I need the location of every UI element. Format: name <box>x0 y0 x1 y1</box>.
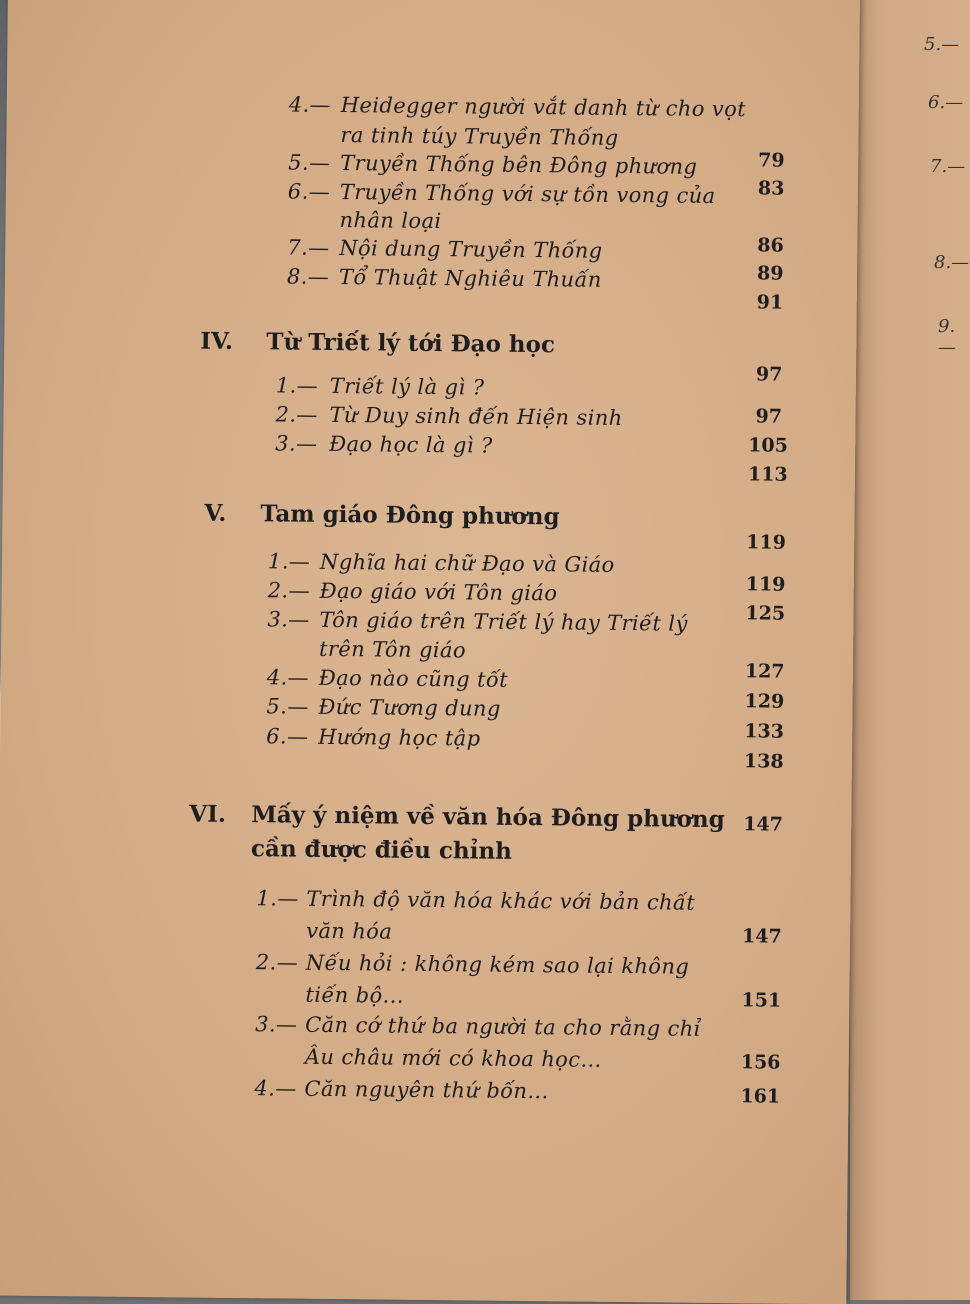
page-number: 97 <box>755 363 783 386</box>
toc-entry-number: 3.— <box>267 607 310 632</box>
toc-entry-title: Trình độ văn hóa khác với bản chất <box>306 886 696 915</box>
toc-entry-number: 6.— <box>287 179 331 204</box>
toc-entry-title: Nghĩa hai chữ Đạo và Giáo <box>319 549 615 577</box>
toc-entry-number: 2.— <box>255 950 299 975</box>
facing-page-fragment: 6.— <box>928 92 964 113</box>
toc-entry-number: 1.— <box>275 373 319 398</box>
toc-entry-number: 4.— <box>254 1076 297 1101</box>
page-number: 127 <box>744 660 785 683</box>
page-number: 83 <box>757 177 785 200</box>
toc-entry-title: nhân loại <box>339 208 442 234</box>
section-title: Từ Triết lý tới Đạo học <box>266 328 556 359</box>
toc-entry-number: 2.— <box>267 578 311 603</box>
section-number: VI. <box>189 800 227 828</box>
facing-page-fragment: 7.— <box>930 156 966 177</box>
facing-page-fragment: 8.— <box>934 252 970 273</box>
toc-entry-title: Căn nguyên thứ bốn... <box>304 1076 549 1104</box>
page-number: 133 <box>744 720 785 743</box>
page-number: 129 <box>744 690 785 713</box>
page-number: 138 <box>743 750 784 773</box>
toc-entry-title: trên Tôn giáo <box>318 636 467 663</box>
facing-page <box>850 0 970 1300</box>
page-number: 97 <box>755 405 783 428</box>
toc-entry-title: Đạo giáo với Tôn giáo <box>319 578 558 606</box>
toc-entry-number: 5.— <box>266 694 309 719</box>
page-number: 151 <box>741 989 782 1012</box>
page-number: 147 <box>741 925 782 948</box>
toc-entry-title: Từ Duy sinh đến Hiện sinh <box>329 402 623 430</box>
toc-entry-title: Đạo nào cũng tốt <box>318 665 509 692</box>
toc-entry-number: 4.— <box>266 665 310 690</box>
toc-entry-title: Đức Tương dung <box>318 694 501 721</box>
page-number: 91 <box>756 291 784 314</box>
section-title: Mấy ý niệm về văn hóa Đông phương <box>251 801 725 834</box>
page-number: 119 <box>746 531 787 554</box>
toc-entry-title: tiến bộ... <box>305 982 404 1008</box>
toc-entry-title: Truyền Thống với sự tồn vong của <box>339 180 716 208</box>
toc-entry-number: 4.— <box>288 92 332 117</box>
section-title: Tam giáo Đông phương <box>260 500 560 531</box>
toc-entry-title: Âu châu mới có khoa học... <box>304 1044 602 1072</box>
toc-entry-title: Nếu hỏi : không kém sao lại không <box>305 950 690 979</box>
toc-entry-title: Truyền Thống bên Đông phương <box>340 151 698 179</box>
toc-entry-number: 1.— <box>267 549 311 574</box>
page-number: 156 <box>740 1051 781 1074</box>
toc-entry-number: 3.— <box>275 431 318 456</box>
page-number: 105 <box>748 434 789 457</box>
facing-page-fragment: 9.— <box>938 316 956 358</box>
toc-entry-title: văn hóa <box>306 918 393 944</box>
toc-entry-number: 2.— <box>275 402 318 427</box>
toc-entry-title: Nội dung Truyền Thống <box>339 236 603 263</box>
page-number: 89 <box>756 262 784 285</box>
page-number: 113 <box>747 463 788 486</box>
toc-entry-number: 7.— <box>287 235 330 260</box>
page-number: 86 <box>757 234 784 257</box>
toc-entry-title: ra tinh túy Truyền Thống <box>340 123 619 150</box>
toc-entry-title: Hướng học tập <box>318 724 481 751</box>
page-number: 125 <box>745 602 786 625</box>
toc-entry-title: Đạo học là gì ? <box>329 431 493 458</box>
page-number: 79 <box>758 149 785 172</box>
toc-entry-title: Heidegger người vắt danh từ cho vọt <box>340 93 747 122</box>
toc-entry-title: Căn cớ thứ ba người ta cho rằng chỉ <box>305 1012 701 1041</box>
toc-entry-title: Tổ Thuật Nghiêu Thuấn <box>338 265 602 292</box>
toc-entry-number: 3.— <box>255 1012 298 1037</box>
toc-entry-title: Triết lý là gì ? <box>329 373 485 400</box>
page-number: 119 <box>745 573 786 596</box>
toc-entry-number: 5.— <box>288 150 331 175</box>
toc-entry-number: 6.— <box>266 724 309 749</box>
toc-entry-number: 1.— <box>256 886 299 911</box>
page-number: 161 <box>740 1085 781 1108</box>
facing-page-fragment: 5.— <box>924 34 960 55</box>
page-number: 147 <box>743 813 784 836</box>
section-number: V. <box>204 499 227 527</box>
toc-entry-number: 8.— <box>286 264 330 289</box>
section-title: cần được điều chỉnh <box>250 835 513 865</box>
toc-entry-title: Tôn giáo trên Triết lý hay Triết lý <box>319 607 688 636</box>
section-number: IV. <box>200 327 234 355</box>
